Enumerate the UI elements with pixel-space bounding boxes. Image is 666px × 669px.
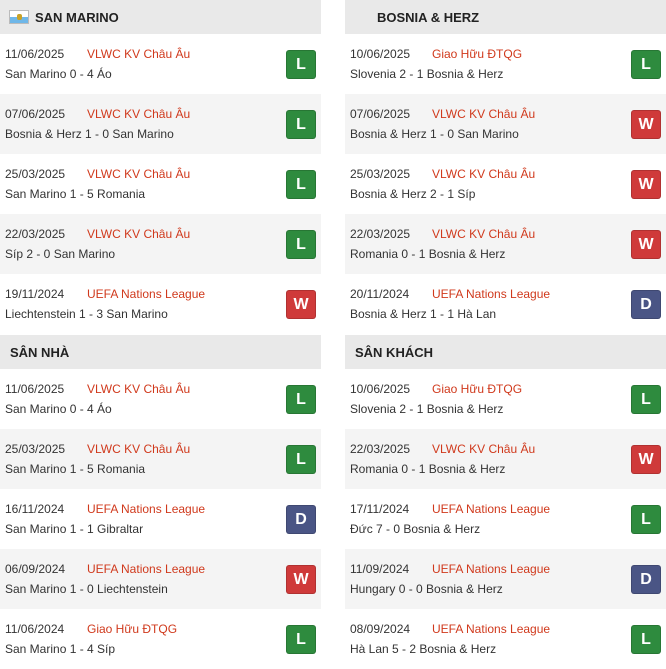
match-competition[interactable]: VLWC KV Châu Âu (87, 442, 191, 456)
section-header-home (0, 335, 321, 369)
match-row[interactable] (345, 154, 666, 214)
match-row[interactable] (0, 214, 321, 274)
result-badge: W (286, 290, 316, 319)
match-date: 25/03/2025 (5, 442, 66, 456)
result-badge: D (286, 505, 316, 534)
match-competition[interactable]: Giao Hữu ĐTQG (432, 382, 523, 396)
match-score: Romania 0 - 1 Bosnia & Herz (350, 462, 506, 476)
section-title: SÂN NHÀ (10, 344, 70, 360)
result-badge: L (286, 625, 316, 654)
result-badge: W (631, 170, 661, 199)
match-row[interactable] (0, 154, 321, 214)
match-row[interactable] (0, 34, 321, 94)
result-badge: L (286, 230, 316, 259)
match-competition[interactable]: UEFA Nations League (87, 502, 206, 516)
match-row[interactable] (345, 609, 666, 669)
result-badge: L (286, 170, 316, 199)
match-date: 10/06/2025 (350, 382, 411, 396)
match-competition[interactable]: UEFA Nations League (87, 287, 206, 301)
match-row[interactable] (0, 609, 321, 669)
match-score: Bosnia & Herz 1 - 0 San Marino (5, 127, 174, 141)
match-score: Slovenia 2 - 1 Bosnia & Herz (350, 402, 504, 416)
match-competition[interactable]: VLWC KV Châu Âu (87, 107, 191, 121)
result-badge: D (631, 290, 661, 319)
match-row[interactable] (0, 274, 321, 334)
match-date: 11/09/2024 (350, 562, 410, 576)
section-header-bosnia (345, 0, 666, 34)
left-column (0, 0, 321, 334)
result-badge: L (286, 445, 316, 474)
match-score: Síp 2 - 0 San Marino (5, 247, 116, 261)
match-date: 07/06/2025 (350, 107, 411, 121)
match-score: Đức 7 - 0 Bosnia & Herz (350, 522, 481, 536)
match-row[interactable] (0, 94, 321, 154)
result-badge: W (286, 565, 316, 594)
match-row[interactable] (345, 274, 666, 334)
match-score: Bosnia & Herz 1 - 0 San Marino (350, 127, 519, 141)
section-title: SÂN KHÁCH (355, 344, 433, 360)
match-row[interactable] (345, 214, 666, 274)
match-competition[interactable]: VLWC KV Châu Âu (87, 382, 191, 396)
left-venue-column (0, 335, 321, 669)
match-list (345, 34, 666, 334)
match-competition[interactable]: Giao Hữu ĐTQG (432, 47, 523, 61)
right-venue-column (345, 335, 666, 669)
match-competition[interactable]: UEFA Nations League (432, 622, 551, 636)
section-header-away (345, 335, 666, 369)
match-score: San Marino 1 - 0 Liechtenstein (5, 582, 168, 596)
result-badge: L (286, 110, 316, 139)
section-title: SAN MARINO (35, 9, 119, 25)
result-badge: L (286, 50, 316, 79)
match-competition[interactable]: VLWC KV Châu Âu (87, 227, 191, 241)
match-score: Slovenia 2 - 1 Bosnia & Herz (350, 67, 504, 81)
result-badge: L (631, 625, 661, 654)
match-competition[interactable]: UEFA Nations League (432, 562, 551, 576)
match-list (0, 34, 321, 334)
match-date: 22/03/2025 (5, 227, 66, 241)
match-date: 10/06/2025 (350, 47, 411, 61)
match-row[interactable] (345, 34, 666, 94)
san-marino-flag-icon (9, 10, 29, 24)
match-score: Bosnia & Herz 2 - 1 Síp (350, 187, 476, 201)
result-badge: L (631, 50, 661, 79)
result-badge: W (631, 110, 661, 139)
match-row[interactable] (345, 429, 666, 489)
result-badge: W (631, 445, 661, 474)
section-title: BOSNIA & HERZ (377, 9, 480, 25)
match-date: 25/03/2025 (5, 167, 66, 181)
match-score: Liechtenstein 1 - 3 San Marino (5, 307, 168, 321)
match-competition[interactable]: VLWC KV Châu Âu (87, 167, 191, 181)
match-date: 25/03/2025 (350, 167, 411, 181)
match-row[interactable] (0, 549, 321, 609)
right-column (345, 0, 666, 334)
match-score: Romania 0 - 1 Bosnia & Herz (350, 247, 506, 261)
match-score: San Marino 1 - 5 Romania (5, 462, 146, 476)
match-score: Hungary 0 - 0 Bosnia & Herz (350, 582, 503, 596)
match-competition[interactable]: Giao Hữu ĐTQG (87, 622, 178, 636)
result-badge: L (286, 385, 316, 414)
result-badge: L (631, 385, 661, 414)
match-date: 08/09/2024 (350, 622, 411, 636)
match-date: 11/06/2024 (5, 622, 65, 636)
match-row[interactable] (345, 94, 666, 154)
match-score: Hà Lan 5 - 2 Bosnia & Herz (350, 642, 497, 656)
match-row[interactable] (345, 489, 666, 549)
match-date: 17/11/2024 (350, 502, 410, 516)
match-competition[interactable]: VLWC KV Châu Âu (432, 107, 536, 121)
match-date: 11/06/2025 (5, 47, 65, 61)
match-score: San Marino 1 - 4 Síp (5, 642, 116, 656)
match-row[interactable] (345, 369, 666, 429)
match-competition[interactable]: VLWC KV Châu Âu (432, 442, 536, 456)
match-competition[interactable]: VLWC KV Châu Âu (432, 227, 536, 241)
match-date: 20/11/2024 (350, 287, 410, 301)
result-badge: W (631, 230, 661, 259)
match-score: San Marino 0 - 4 Áo (5, 402, 112, 416)
match-date: 06/09/2024 (5, 562, 66, 576)
match-date: 22/03/2025 (350, 227, 411, 241)
result-badge: L (631, 505, 661, 534)
match-row[interactable] (0, 489, 321, 549)
match-competition[interactable]: VLWC KV Châu Âu (87, 47, 191, 61)
result-badge: D (631, 565, 661, 594)
match-competition[interactable]: UEFA Nations League (87, 562, 206, 576)
match-date: 07/06/2025 (5, 107, 66, 121)
match-score: San Marino 0 - 4 Áo (5, 67, 112, 81)
match-date: 16/11/2024 (5, 502, 65, 516)
match-date: 11/06/2025 (5, 382, 65, 396)
match-list (0, 369, 321, 669)
match-row[interactable] (345, 549, 666, 609)
match-row[interactable] (0, 429, 321, 489)
match-list (345, 369, 666, 669)
match-competition[interactable]: UEFA Nations League (432, 502, 551, 516)
match-competition[interactable]: UEFA Nations League (432, 287, 551, 301)
section-header-san-marino (0, 0, 321, 34)
match-score: Bosnia & Herz 1 - 1 Hà Lan (350, 307, 497, 321)
match-row[interactable] (0, 369, 321, 429)
match-date: 19/11/2024 (5, 287, 65, 301)
match-date: 22/03/2025 (350, 442, 411, 456)
match-competition[interactable]: VLWC KV Châu Âu (432, 167, 536, 181)
match-score: San Marino 1 - 5 Romania (5, 187, 146, 201)
match-score: San Marino 1 - 1 Gibraltar (5, 522, 144, 536)
